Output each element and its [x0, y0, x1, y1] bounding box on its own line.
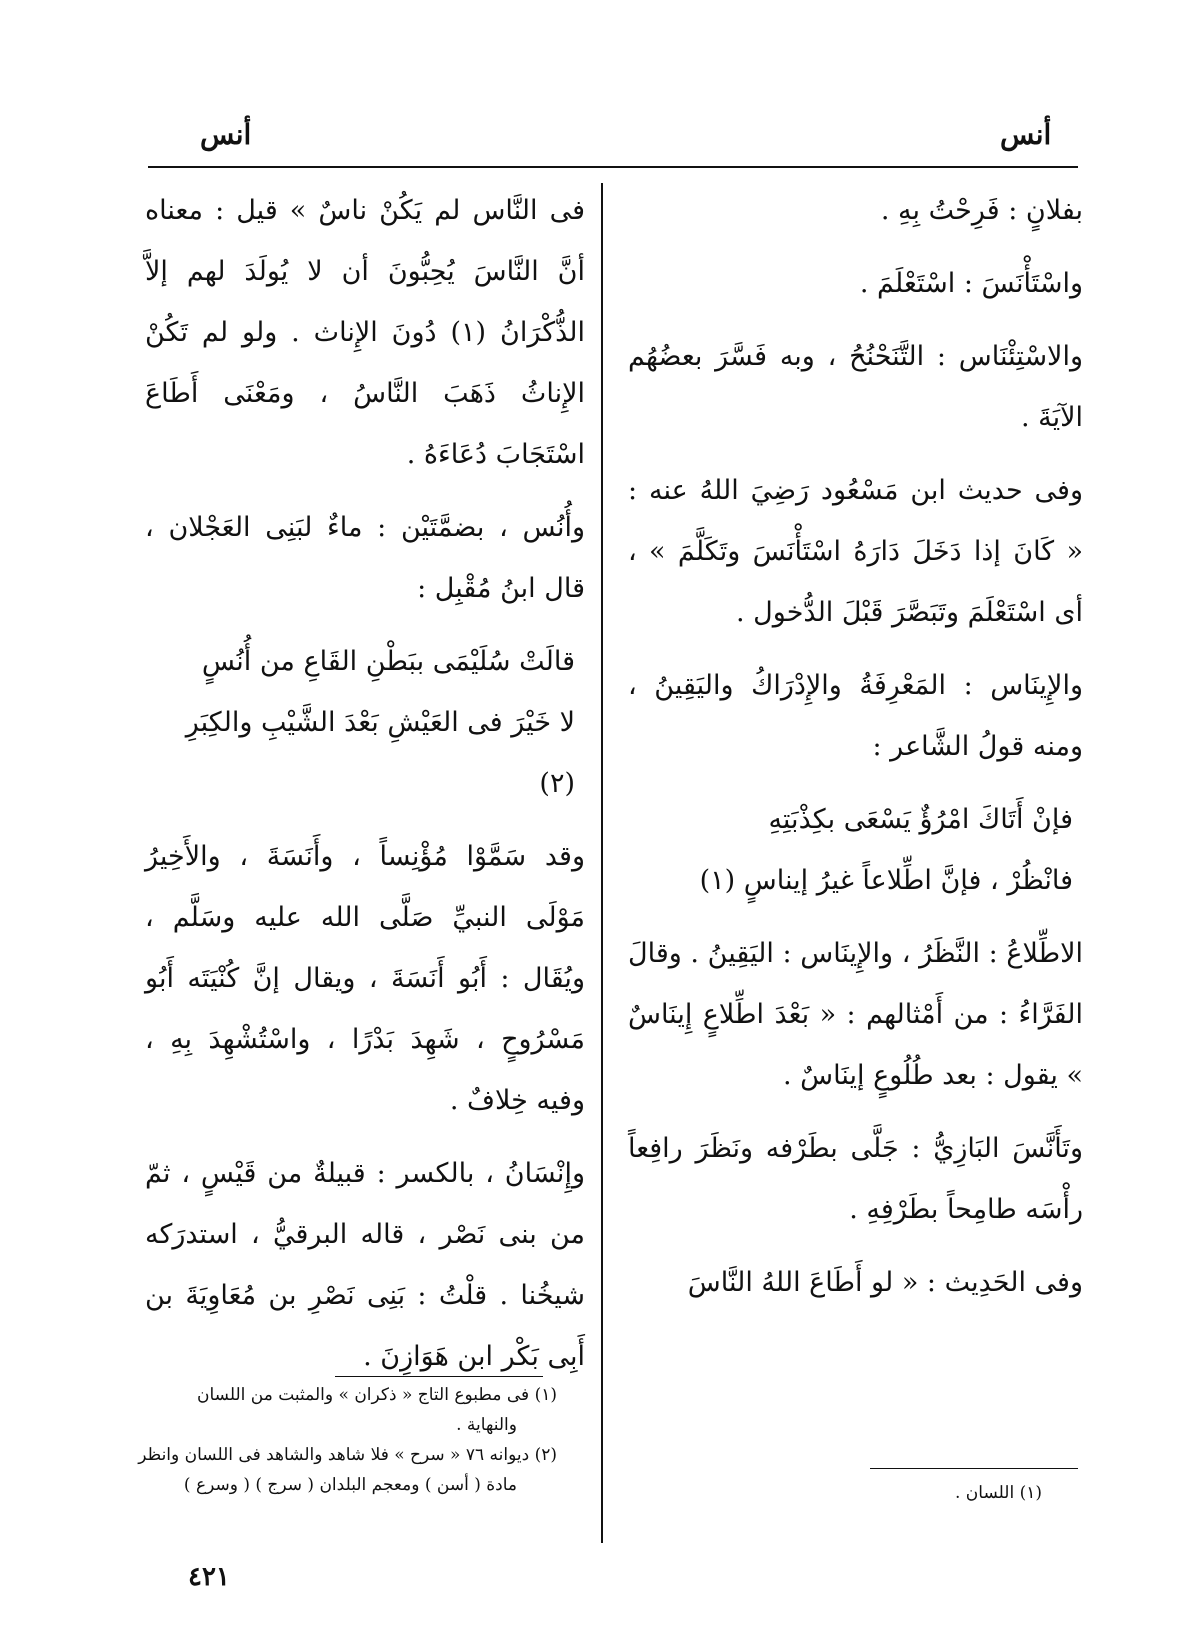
left-paragraph: فى النَّاس لم يَكُنْ ناسٌ » قيل : معناه أنَّ النَّاسَ يُحِبُّونَ أن لا يُولَدَ لهم إلاَّ الذُّكْرَانُ (١) دُونَ الإِناث . ولو لم تَكُنْ الإِناثُ ذَهَبَ النَّاسُ ، ومَعْنَى أَطَاعَ اسْتَجَابَ دُعَاءَهُ .: [145, 195, 585, 470]
right-column: [628, 180, 1083, 1325]
running-header-right: أنس: [1000, 118, 1052, 151]
right-paragraph: بفلانٍ : فَرِحْتُ بِهِ .: [880, 195, 1083, 226]
running-header-left: أنس: [200, 118, 252, 151]
footnote: (٢) ديوانه ٧٦ « سرح » فلا شاهد والشاهد فى اللسان وانظر: [138, 1445, 557, 1465]
verse-line: لا خَيْرَ فى العَيْشِ بَعْدَ الشَّيْبِ والكِبَرِ (٢): [185, 707, 575, 799]
header-rule: [148, 166, 1078, 168]
verse-line: فإنْ أَتَاكَ امْرُؤٌ يَسْعَى بكِذْبَتِهِ: [768, 804, 1073, 835]
left-verse: [145, 631, 585, 814]
column-divider: [601, 183, 603, 1543]
footnote-continuation: مادة ( أسن ) ومعجم البلدان ( سرج ) ( وسرع ): [183, 1475, 517, 1495]
page-number: ٤٢١: [188, 1562, 230, 1592]
right-paragraph: وفى حديث ابن مَسْعُود رَضِيَ اللهُ عنه : « كَانَ إذا دَخَلَ دَارَهُ اسْتَأْنَسَ وتَكَلَّمَ » ، أى اسْتَعْلَمَ وتَبَصَّرَ قَبْلَ الدُّخول .: [628, 475, 1083, 628]
right-paragraph: واسْتَأْنَسَ : اسْتَعْلَمَ .: [859, 268, 1083, 299]
verse-line: فانْظُرْ ، فإنَّ اطِّلاعاً غيرُ إيناسٍ (١): [699, 865, 1073, 896]
footnote-continuation: والنهاية .: [456, 1415, 517, 1435]
verse-line: قالَتْ سُلَيْمَى ببَطْنِ القَاعِ من أُنُسٍ: [201, 646, 575, 677]
footnotes-left: [135, 1380, 557, 1500]
footnotes-right: [820, 1478, 1042, 1508]
footnote-rule-right: [870, 1468, 1078, 1469]
right-paragraph: وفى الحَدِيث : « لو أَطَاعَ اللهُ النَّاسَ: [687, 1267, 1083, 1298]
footnote: (١) فى مطبوع التاج « ذكران » والمثبت من اللسان: [197, 1385, 557, 1405]
left-paragraph: وإِنْسَانُ ، بالكسر : قبيلةٌ من قَيْسٍ ، ثمّ من بنى نَصْر ، قاله البرقيُّ ، استدرَكه شيخُنا . قلْتُ : بَنِى نَصْرِ بن مُعَاوِيَةَ بن أَبِى بَكْر ابن هَوَازِنَ .: [145, 1158, 585, 1372]
right-verse: [628, 789, 1083, 911]
left-paragraph: وأُنُس ، بضمَّتَيْن : ماءٌ لبَنِى العَجْلان ، قال ابنُ مُقْبِل :: [145, 512, 585, 604]
left-column: [145, 180, 585, 1399]
footnote: (١) اللسان .: [955, 1483, 1042, 1503]
right-paragraph: الاطِّلاعُ : النَّظَرُ ، والإِينَاس : اليَقِينُ . وقالَ الفَرَّاءُ : من أَمْثالهم : « بَعْدَ اطِّلاعٍ إِينَاسٌ » يقول : بعد طُلُوعٍ إينَاسٌ .: [628, 938, 1083, 1091]
right-paragraph: والإِينَاس : المَعْرِفَةُ والإِدْرَاكُ واليَقِينُ ، ومنه قولُ الشَّاعر :: [628, 670, 1083, 762]
left-paragraph: وقد سَمَّوْا مُؤْنِساً ، وأَنَسَةَ ، والأَخِيرُ مَوْلَى النبيِّ صَلَّى الله عليه وسَلَّم ، ويُقَال : أَبُو أَنَسَةَ ، ويقال إنَّ كُنْيَتَه أَبُو مَسْرُوحٍ ، شَهِدَ بَدْرًا ، واسْتُشْهِدَ بِهِ ، وفيه خِلافٌ .: [145, 841, 585, 1116]
footnote-rule-left: [335, 1376, 543, 1377]
right-paragraph: والاسْتِئْنَاس : التَّنَحْنُحُ ، وبه فَسَّرَ بعضُهُم الآيَةَ .: [628, 341, 1083, 433]
right-paragraph: وتَأَنَّسَ البَازِيُّ : جَلَّى بطَرْفه ونَظَرَ رافِعاً رأْسَه طامِحاً بطَرْفِهِ .: [628, 1133, 1083, 1225]
